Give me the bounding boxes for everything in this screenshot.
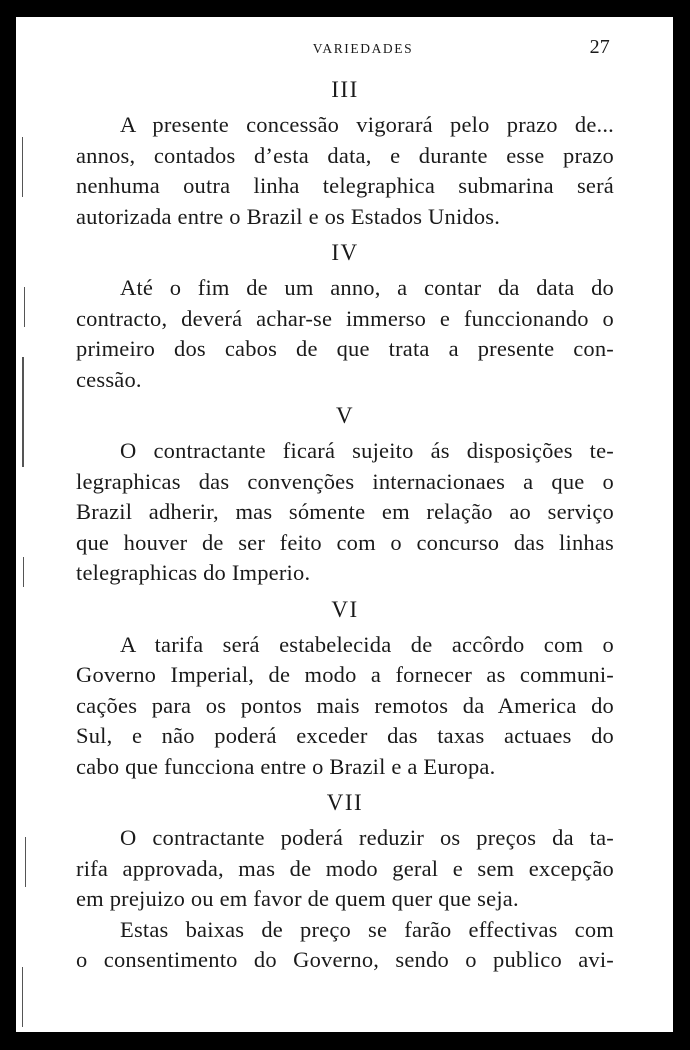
text-line: O contractante ficará sujeito ás disposições te-	[120, 438, 614, 463]
running-head	[76, 17, 614, 73]
section-heading: III	[331, 77, 359, 102]
section-heading: VI	[331, 596, 359, 622]
section-paragraph	[76, 915, 614, 976]
binding-gutter	[18, 137, 32, 1027]
section-paragraph	[76, 823, 614, 915]
text-line: contracto, deverá achar-se immerso e funccionando o	[76, 305, 614, 331]
text-line: cabo que funcciona entre o Brazil e a Europa.	[76, 753, 496, 779]
text-line: em prejuizo ou em favor de quem quer que seja.	[76, 886, 519, 911]
section-heading: V	[335, 403, 355, 428]
text-line: A presente concessão vigorará pelo prazo de...	[120, 112, 614, 137]
text-line: o consentimento do Governo, sendo o publico avi-	[76, 947, 614, 972]
text-line: Brazil adherir, mas sómente em relação ao serviço	[76, 499, 614, 524]
section-heading: IV	[331, 240, 359, 265]
page-text	[76, 17, 614, 976]
text-line: nenhuma outra linha telegraphica submarina será	[76, 173, 614, 198]
section-paragraph	[76, 110, 614, 232]
section-heading: VII	[326, 790, 364, 815]
book-page	[16, 17, 673, 1032]
running-title: VARIEDADES	[312, 41, 414, 56]
text-line: rifa approvada, mas de modo geral e sem excepção	[76, 855, 614, 881]
text-line: autorizada entre o Brazil e os Estados Unidos.	[76, 203, 501, 229]
section-paragraph	[76, 630, 614, 783]
text-line: O contractante poderá reduzir os preços da ta-	[120, 825, 614, 850]
page-number: 27	[589, 36, 610, 58]
text-line: Até o fim de um anno, a contar da data do	[120, 275, 614, 300]
text-line: A tarifa será estabelecida de accôrdo com o	[120, 631, 614, 657]
text-line: legraphicas das convenções internacionaes a que o	[76, 468, 614, 494]
text-line: que houver de ser feito com o concurso das linhas	[76, 529, 614, 555]
text-line: telegraphicas do Imperio.	[76, 560, 311, 585]
text-line: annos, contados d’esta data, e durante esse prazo	[76, 142, 614, 168]
section-paragraph	[76, 436, 614, 589]
text-line: Governo Imperial, de modo a fornecer as communi-	[76, 662, 614, 687]
text-line: primeiro dos cabos de que trata a presente con-	[76, 336, 614, 361]
text-line: Estas baixas de preço se farão effectivas com	[120, 916, 614, 942]
text-line: cessão.	[76, 366, 142, 392]
text-line: cações para os pontos mais remotos da America do	[76, 692, 614, 718]
text-line: Sul, e não poderá exceder das taxas actuaes do	[76, 723, 614, 748]
section-paragraph	[76, 273, 614, 395]
